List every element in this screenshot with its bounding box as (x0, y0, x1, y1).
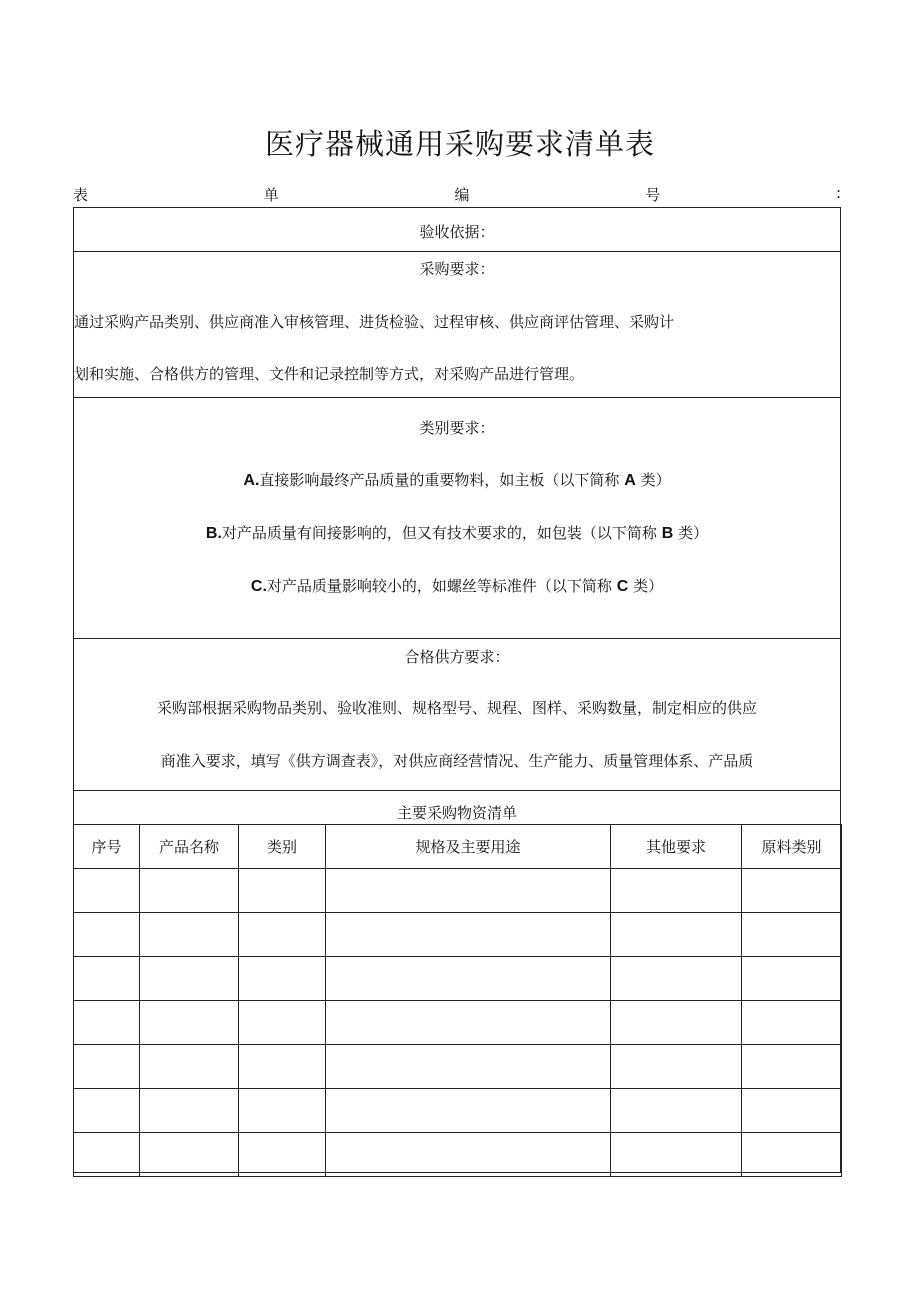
supplier-line: 采购部根据采购物品类别、验收准则、规格型号、规程、图样、采购数量，制定相应的供应 (156, 699, 757, 717)
category-b-letter: B. (205, 525, 222, 542)
supplier-line: 商准入要求，填写《供方调查表》，对供应商经营情况、生产能力、质量管理体系、产品质 (160, 752, 754, 770)
table-cell[interactable] (140, 913, 239, 957)
category-a-text: 直接影响最终产品质量的重要物料，如主板（以下简称 (259, 471, 620, 489)
table-cell[interactable] (742, 1133, 842, 1177)
category-c-line (74, 575, 840, 596)
table-cell[interactable] (326, 1089, 611, 1133)
table-cell[interactable] (326, 913, 611, 957)
divider (74, 790, 840, 791)
table-cell[interactable] (74, 913, 140, 957)
table-cell[interactable] (742, 1045, 842, 1089)
table-cell[interactable] (611, 913, 742, 957)
category-a-suffix: 类） (640, 471, 671, 489)
purchase-req-label: 采购要求： (419, 260, 495, 278)
basis-label: 验收依据： (419, 223, 495, 241)
divider (74, 638, 840, 639)
divider (74, 397, 840, 398)
category-c-letter: C. (250, 578, 267, 595)
table-cell[interactable] (742, 1001, 842, 1045)
form-number-char: 号 (645, 186, 661, 204)
table-cell[interactable] (742, 913, 842, 957)
table-cell[interactable] (611, 1045, 742, 1089)
form-number-char: 编 (454, 186, 470, 204)
category-b-code: B (661, 525, 674, 542)
table-cell[interactable] (74, 1089, 140, 1133)
table-row (74, 1089, 842, 1133)
purchase-req-line: 通过采购产品类别、供应商准入审核管理、进货检验、过程审核、供应商评估管理、采购计 (74, 313, 675, 331)
header-product-name: 产品名称 (140, 825, 239, 869)
table-row (74, 1001, 842, 1045)
table-cell[interactable] (326, 1133, 611, 1177)
table-cell[interactable] (611, 1089, 742, 1133)
form-number-char: 单 (263, 186, 279, 204)
category-a-line (74, 469, 840, 490)
table-cell[interactable] (742, 869, 842, 913)
purchase-req-line: 划和实施、合格供方的管理、文件和记录控制等方式，对采购产品进行管理。 (74, 365, 585, 383)
category-c-code: C (616, 578, 629, 595)
category-a-letter: A. (243, 472, 260, 489)
list-title: 主要采购物资清单 (396, 804, 517, 822)
table-row (74, 1133, 842, 1177)
supplier-label: 合格供方要求： (404, 648, 510, 666)
table-row (74, 869, 842, 913)
table-cell[interactable] (239, 1001, 326, 1045)
table-cell[interactable] (326, 869, 611, 913)
table-cell[interactable] (74, 1133, 140, 1177)
form-number-row (73, 184, 841, 206)
table-cell[interactable] (140, 957, 239, 1001)
table-header-row (74, 825, 842, 869)
table-cell[interactable] (140, 1001, 239, 1045)
table-cell[interactable] (74, 869, 140, 913)
table-cell[interactable] (742, 957, 842, 1001)
table-cell[interactable] (74, 1045, 140, 1089)
category-b-text: 对产品质量有间接影响的，但又有技术要求的，如包装（以下简称 (221, 524, 657, 542)
header-other-req: 其他要求 (611, 825, 742, 869)
table-row (74, 957, 842, 1001)
table-cell[interactable] (140, 1089, 239, 1133)
header-category: 类别 (239, 825, 326, 869)
table-cell[interactable] (611, 869, 742, 913)
table-cell[interactable] (239, 957, 326, 1001)
category-b-suffix: 类） (678, 524, 709, 542)
table-cell[interactable] (326, 957, 611, 1001)
table-cell[interactable] (611, 957, 742, 1001)
table-cell[interactable] (140, 1133, 239, 1177)
table-cell[interactable] (239, 1133, 326, 1177)
table-cell[interactable] (326, 1045, 611, 1089)
table-cell[interactable] (239, 913, 326, 957)
document-title: 医疗器械通用采购要求清单表 (264, 127, 655, 161)
category-c-text: 对产品质量影响较小的，如螺丝等标准件（以下简称 (266, 577, 612, 595)
form-number-char: : (835, 184, 841, 202)
requirements-sheet (73, 207, 841, 1173)
header-index: 序号 (74, 825, 140, 869)
materials-table (73, 824, 842, 1177)
category-c-suffix: 类） (633, 577, 664, 595)
category-b-line (74, 522, 840, 543)
table-cell[interactable] (74, 1001, 140, 1045)
header-material-category: 原料类别 (742, 825, 842, 869)
table-cell[interactable] (326, 1001, 611, 1045)
table-cell[interactable] (140, 1045, 239, 1089)
table-row (74, 1045, 842, 1089)
table-cell[interactable] (74, 957, 140, 1001)
form-number-char: 表 (73, 186, 89, 204)
category-label: 类别要求： (419, 419, 495, 437)
table-row (74, 913, 842, 957)
table-cell[interactable] (140, 869, 239, 913)
table-cell[interactable] (239, 1045, 326, 1089)
category-a-code: A (624, 472, 636, 489)
table-cell[interactable] (611, 1001, 742, 1045)
divider (74, 251, 840, 252)
header-spec-usage: 规格及主要用途 (326, 825, 611, 869)
table-cell[interactable] (611, 1133, 742, 1177)
table-cell[interactable] (239, 1089, 326, 1133)
table-body (74, 869, 842, 1177)
table-cell[interactable] (742, 1089, 842, 1133)
table-cell[interactable] (239, 869, 326, 913)
